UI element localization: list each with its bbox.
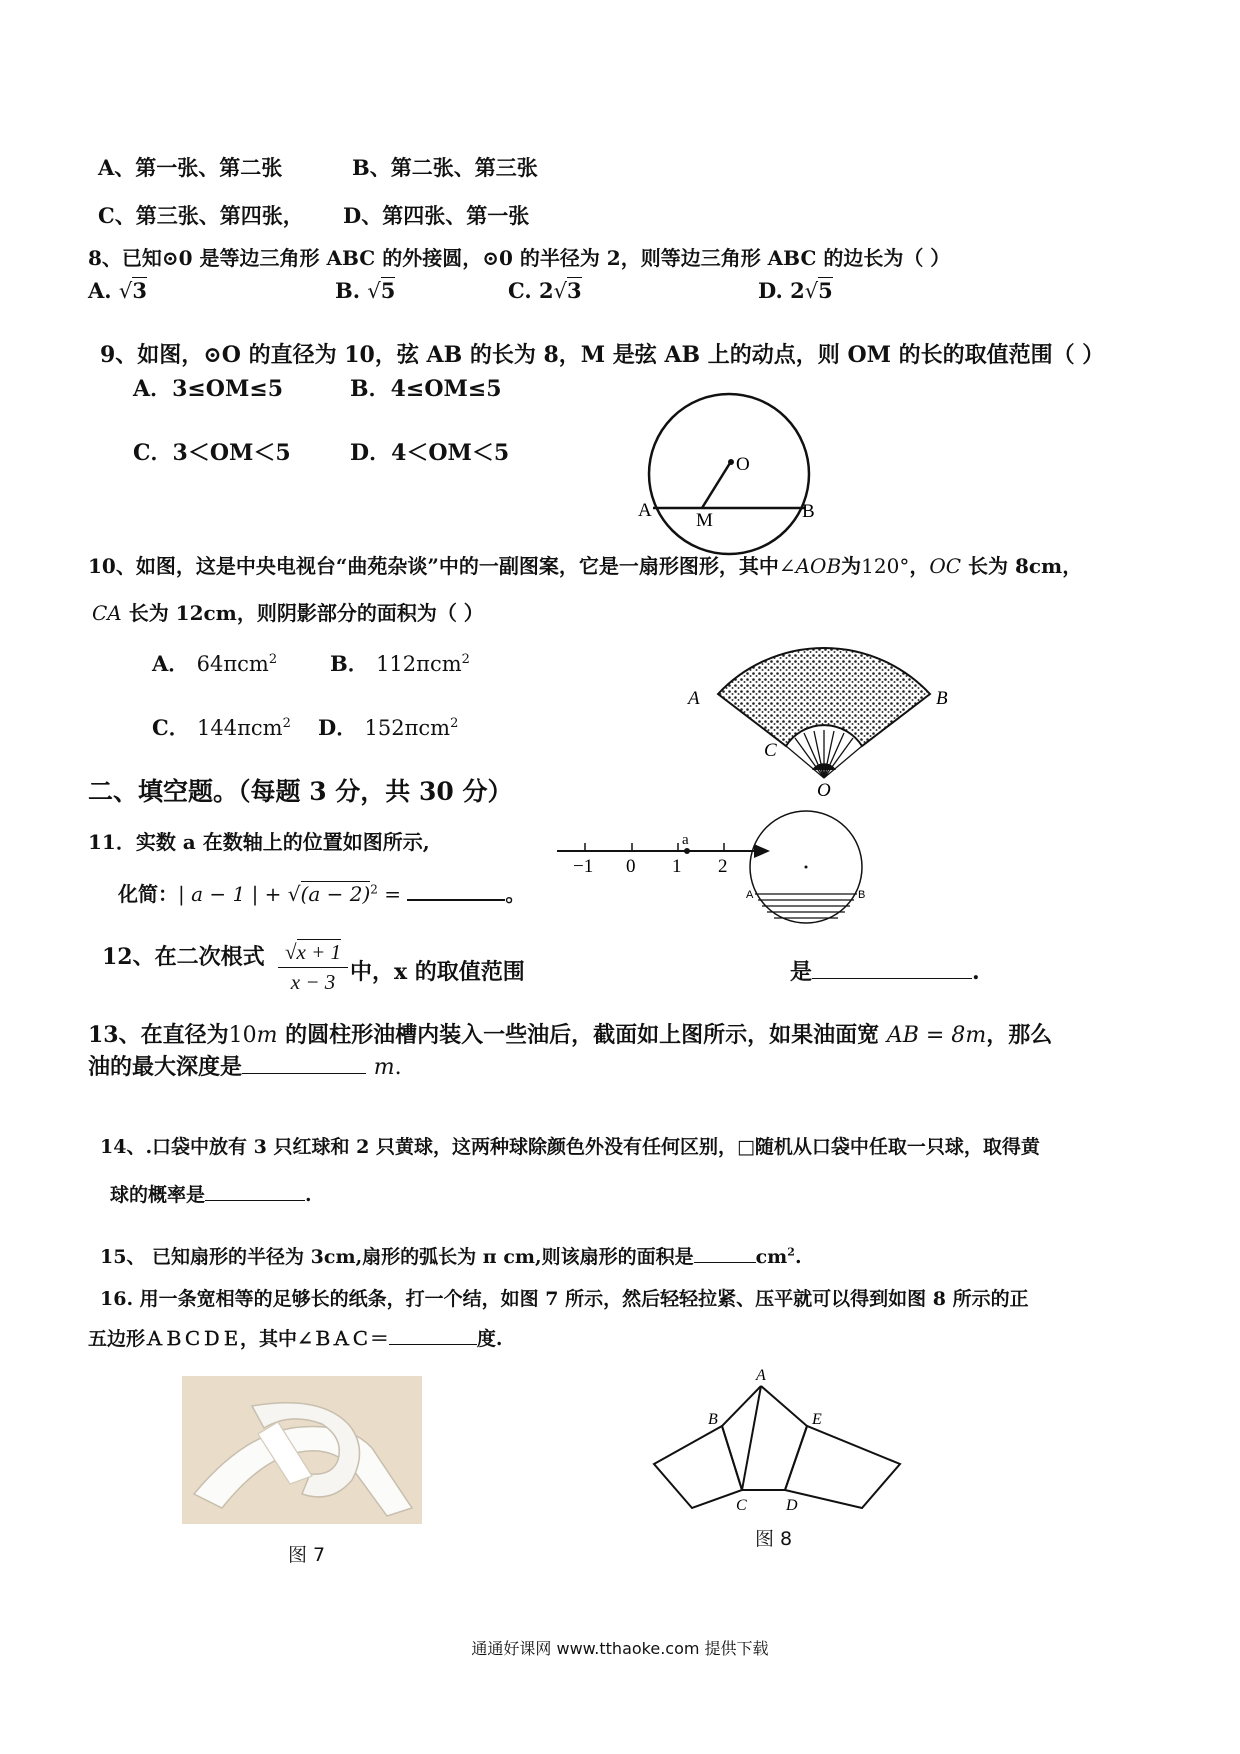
q8-option-c: C. 2√3	[508, 278, 582, 303]
q14-question-line2: 球的概率是 .	[110, 1184, 312, 1206]
q8-option-d: D. 2√5	[758, 278, 833, 303]
q7-option-b: B、第二张、第三张	[352, 155, 538, 180]
q9-question: 9、如图，⊙O 的直径为 10，弦 AB 的长为 8，M 是弦 AB 上的动点，则 OM 的长的取值范围（ ）	[100, 342, 1105, 368]
q9-option-c: C．3＜OM＜5	[133, 440, 291, 466]
q7-option-d: D、第四张、第一张	[343, 203, 530, 228]
q9-option-d: D．4＜OM＜5	[350, 440, 510, 466]
q8-option-a: A. √3	[88, 278, 147, 303]
page-footer: 通通好课网 www.tthaoke.com 提供下载	[471, 1639, 769, 1658]
q9-label-m: M	[696, 510, 713, 531]
q11-question: 11．实数 a 在数轴上的位置如图所示,	[88, 830, 430, 854]
tick-label-1: 1	[672, 856, 682, 877]
q13-question-line2: 油的最大深度是 m.	[88, 1054, 402, 1080]
q7-option-a: A、第一张、第二张	[98, 155, 283, 180]
q10-option-b: B． 112πcm$^2$	[330, 651, 470, 676]
q10-option-d: D． 152πcm$^2$	[318, 715, 459, 740]
fig7-caption: 图 7	[288, 1544, 326, 1566]
q12-fraction: √x + 1 x − 3	[278, 940, 348, 995]
fig8-label-b: B	[708, 1411, 718, 1428]
q15-question: 15、 已知扇形的半径为 3cm,扇形的弧长为 π cm,则该扇形的面积是 $cm^2$.	[100, 1245, 802, 1268]
q12-question-post: 中，x 的取值范围	[350, 959, 525, 985]
q11-number-line	[555, 832, 775, 885]
q14-question-line1: 14、.口袋中放有 3 只红球和 2 只黄球，这两种球除颜色外没有任何区别，□随机从口袋中任取一只球，取得黄	[100, 1136, 1040, 1158]
q9-circle-figure	[640, 380, 820, 560]
fig8-label-e: E	[812, 1411, 822, 1428]
tick-label-minus1: −1	[573, 856, 594, 877]
q10-option-c: C． 144πcm$^2$	[152, 715, 291, 740]
fig8-caption: 图 8	[755, 1528, 793, 1550]
fig8-label-d: D	[786, 1497, 798, 1514]
fig7-knot-image	[182, 1376, 422, 1524]
q10-label-o: O	[817, 780, 831, 801]
q9-option-a: A．3≤OM≤5	[133, 376, 284, 402]
tick-label-2: 2	[718, 856, 728, 877]
q8-option-b: B. √5	[335, 278, 396, 303]
q12-answer: 是 .	[790, 959, 980, 985]
q10-label-c: C	[764, 740, 777, 761]
q16-question-line2: 五边形ＡＢＣＤＥ，其中∠ＢＡＣ＝ 度.	[88, 1328, 503, 1350]
q7-option-c: C、第三张、第四张，	[98, 203, 304, 228]
fig8-label-c: C	[736, 1497, 747, 1514]
q13-label-b: B	[858, 889, 866, 901]
q10-fan-figure	[680, 630, 960, 801]
q10-label-a: A	[688, 688, 700, 709]
q10-label-b: B	[936, 688, 948, 709]
q13-oil-tank-figure	[746, 808, 870, 938]
q13-question-line1: 13、在直径为10m 的圆柱形油槽内装入一些油后，截面如上图所示，如果油面宽 AB = 8m，那么	[88, 1022, 1053, 1048]
section-heading: 二、填空题。（每题 3 分，共 30 分）	[88, 777, 513, 806]
q13-label-a: A	[746, 889, 754, 901]
q16-question-line1: 16. 用一条宽相等的足够长的纸条，打一个结，如图 7 所示，然后轻轻拉紧、压平就可以得到如图 8 所示的正	[100, 1288, 1029, 1310]
q8-question: 8、已知⊙0 是等边三角形 ABC 的外接圆，⊙0 的半径为 2，则等边三角形 ABC 的边长为（ ）	[88, 246, 951, 270]
q11-simplify: 化简：| a − 1 | + $√(a - 2)^2$ = 。	[118, 882, 526, 906]
q10-question-line1: 10、如图，这是中央电视台“曲苑杂谈”中的一副图案，它是一扇形图形，其中∠AOB为120°，OC 长为 8cm，	[88, 554, 1083, 578]
tick-label-0: 0	[626, 856, 636, 877]
q10-option-a: A． 64πcm$^2$	[152, 651, 278, 676]
q9-option-b: B．4≤OM≤5	[350, 376, 502, 402]
point-label-a: a	[682, 832, 689, 848]
q10-question-line2: CA 长为 12cm，则阴影部分的面积为（ ）	[92, 601, 484, 625]
q12-question: 12、在二次根式	[102, 944, 265, 970]
q9-label-b: B	[802, 501, 815, 522]
q9-label-o: O	[736, 454, 750, 475]
fig8-pentagon-figure	[640, 1368, 910, 1518]
q9-label-a: A	[638, 500, 652, 521]
fig8-label-a: A	[756, 1367, 766, 1384]
